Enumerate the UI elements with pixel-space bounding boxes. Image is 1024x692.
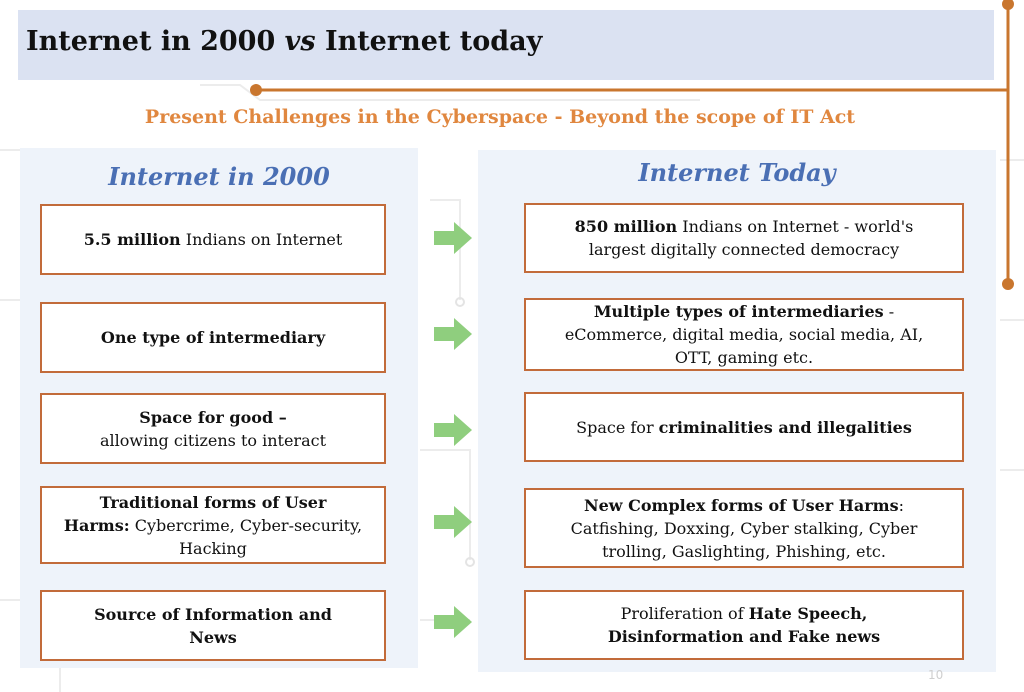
users-today-text2: largest digitally connected democracy bbox=[588, 240, 900, 259]
intermediary-2000-bold: One type of intermediary bbox=[100, 328, 326, 347]
page-number: 10 bbox=[928, 668, 944, 682]
space-2000-text: allowing citizens to interact bbox=[99, 430, 327, 450]
intermediaries-today-text3: OTT, gaming etc. bbox=[674, 348, 814, 367]
heading-internet-today: Internet Today bbox=[638, 158, 836, 187]
heading-internet-2000: Internet in 2000 bbox=[108, 162, 330, 191]
harms-2000-bold2: Harms: bbox=[63, 515, 130, 535]
box-2000-harms bbox=[40, 486, 386, 564]
harms-today-bold: New Complex forms of User Harms bbox=[583, 495, 899, 515]
title-part-1: Internet in 2000 bbox=[26, 26, 285, 57]
source-2000-line1: Source of Information and bbox=[94, 604, 332, 624]
space-2000-bold: Space for good – bbox=[139, 407, 287, 427]
box-2000-space bbox=[40, 393, 386, 464]
intermediaries-today-text2: eCommerce, digital media, social media, AI, bbox=[564, 325, 924, 344]
harms-today-text3: trolling, Gaslighting, Phishing, etc. bbox=[602, 541, 886, 561]
page-title bbox=[26, 26, 542, 57]
harms-today-text2: Catfishing, Doxxing, Cyber stalking, Cyber bbox=[570, 518, 918, 538]
box-2000-source bbox=[40, 590, 386, 661]
arrow-right-icon bbox=[434, 414, 472, 446]
space-today-bold: criminalities and illegalities bbox=[658, 417, 912, 437]
arrow-right-icon bbox=[434, 318, 472, 350]
harms-2000-text3: Hacking bbox=[179, 538, 247, 558]
box-today-harms bbox=[524, 488, 964, 568]
users-today-bold: 850 million bbox=[574, 217, 678, 236]
hate-today-text: Proliferation of bbox=[620, 604, 749, 623]
box-today-users bbox=[524, 203, 964, 273]
users-2000-text: Indians on Internet bbox=[180, 230, 343, 249]
title-bar bbox=[18, 10, 994, 80]
hate-today-bold2: Disinformation and Fake news bbox=[607, 627, 881, 646]
title-part-2: Internet today bbox=[315, 26, 543, 57]
space-today-text: Space for bbox=[576, 417, 659, 437]
box-2000-intermediary bbox=[40, 302, 386, 373]
box-today-space bbox=[524, 392, 964, 462]
arrow-right-icon bbox=[434, 222, 472, 254]
arrow-right-icon bbox=[434, 606, 472, 638]
users-today-text1: Indians on Internet - world's bbox=[677, 217, 914, 236]
subtitle: Present Challenges in the Cyberspace - Beyond the scope of IT Act bbox=[144, 106, 856, 128]
box-2000-users bbox=[40, 204, 386, 275]
title-vs: vs bbox=[284, 26, 316, 57]
harms-today-text1: : bbox=[898, 495, 905, 515]
harms-2000-text2: Cybercrime, Cyber-security, bbox=[129, 515, 363, 535]
hate-today-bold1: Hate Speech, bbox=[748, 604, 868, 623]
intermediaries-today-text1: - bbox=[883, 302, 895, 321]
harms-2000-bold1: Traditional forms of User bbox=[99, 492, 327, 512]
intermediaries-today-bold: Multiple types of intermediaries bbox=[593, 302, 884, 321]
box-today-intermediaries bbox=[524, 298, 964, 371]
box-today-hate-speech bbox=[524, 590, 964, 660]
source-2000-line2: News bbox=[189, 627, 237, 647]
users-2000-bold: 5.5 million bbox=[83, 230, 181, 249]
arrow-right-icon bbox=[434, 506, 472, 538]
